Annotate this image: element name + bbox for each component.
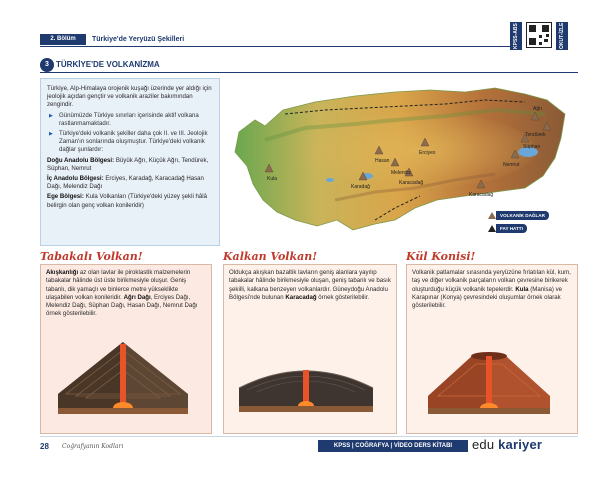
qr-code-icon[interactable] [526, 22, 552, 48]
page-header [0, 0, 600, 50]
region-text: Büyük Ağrı, Küçük Ağrı, Tendürek, Süphan, Nemrut [47, 156, 209, 172]
header-rule [40, 46, 510, 47]
map-label: Melendiz [391, 170, 412, 176]
intro-panel [40, 78, 220, 246]
region-item [47, 157, 213, 173]
region-name: Doğu Anadolu Bölgesi: [47, 156, 115, 164]
section-title: TÜRKİYE'DE VOLKANİZMA [56, 60, 160, 69]
map-label: Süphan [523, 144, 541, 150]
section-rule [40, 72, 578, 73]
region-name: Ege Bölgesi: [47, 193, 84, 201]
volcano-icon [488, 212, 496, 219]
legend-item [488, 211, 568, 221]
side-tab-right: OKUT-İZLE [556, 22, 568, 50]
side-tab-left: KPSS-ABS [510, 22, 522, 50]
shield-volcano-card [223, 250, 397, 434]
map-label: Karacadağ [399, 180, 424, 186]
card-title: Kalkan Volkan! [223, 250, 318, 263]
map-label: Karadağ [351, 184, 370, 190]
map-label: Karacadağ [469, 192, 494, 198]
card-text: Oldukça akışkan bazaltik lavların geniş alanlara yayılıp tabakalar hâlinde birikmesiyle oluşan, geniş tabanlı ve basık şekilli, kalkana benzeyen volkanlardır. Güneydoğu Anadolu Bölgesi'nde bulunan Karacadağ örnek gösterilebilir. [229, 269, 391, 301]
intro-paragraph: Türkiye, Alp-Himalaya orojenik kuşağı üzerinde yer aldığı için jeolojik açıdan gençtir ve volkanik araziler bakımından zengindir. [47, 85, 212, 109]
map-legend [488, 211, 568, 237]
intro-bullet: ▶ Günümüzde Türkiye sınırları içerisinde aktif volkana rastlanmamaktadır. [47, 112, 213, 128]
map-label: Ağrı [533, 106, 543, 112]
stratovolcano-illustration [48, 334, 198, 422]
fault-icon [488, 225, 496, 232]
shield-volcano-illustration [231, 334, 381, 422]
card-title: Kül Konisi! [406, 250, 476, 263]
card-title: Tabakalı Volkan! [40, 250, 143, 263]
region-name: İç Anadolu Bölgesi: [47, 175, 104, 183]
book-title-bar: KPSS | COĞRAFYA | VİDEO DERS KİTABI [318, 440, 468, 452]
region-item [47, 193, 213, 209]
chapter-badge: 2. Bölüm [40, 34, 86, 45]
card-text: Volkanik patlamalar sırasında yeryüzüne fırlatılan kül, kum, taş ve diğer volkanik parçaların volkan çevresine birikerek oluşturduğu küçük volkanik tepelerdir. Kula (Manisa) ve Karapınar (Konya) çevresindeki oluşumlar örnek olarak gösterilebilir. [412, 269, 571, 310]
map-label: Tendürek [525, 132, 546, 138]
chapter-title: Türkiye'de Yeryüzü Şekilleri [92, 36, 185, 43]
card-text: Akışkanlığı az olan lavlar ile piroklastik malzemelerin tabakalar hâlinde üst üste birikmesiyle oluşur. Geniş tabanlı, dik yamaçlı ve binlerce metre yükseklikte ulaşabilen volkan konileridir. Ağrı Dağı, Erciyes Dağı, Melendiz Dağı, Süphan Dağı, Hasan Dağı, Nemrut Dağı örnek gösterilebilir. [46, 269, 198, 318]
region-text: Kula Volkanları (Türkiye'deki yüzey şekli hâlâ belirgin olan genç volkan konileridir) [47, 193, 208, 209]
stratovolcano-card [40, 250, 212, 434]
map-label: Nemrut [503, 162, 520, 168]
region-item [47, 175, 213, 191]
cinder-cone-illustration [414, 334, 564, 422]
page-number: 28 [40, 442, 49, 451]
map-label: Kula [267, 176, 278, 182]
region-text: Erciyes, Karadağ, Karacadağ Hasan Dağı, Melendiz Dağı [47, 175, 204, 191]
legend-label: FAY HATTI [496, 224, 527, 233]
brand-logo: edu kariyer [472, 437, 543, 452]
footer-signature: Coğrafyanın Kodları [62, 443, 124, 450]
legend-label: VOLKANİK DAĞLAR [496, 211, 549, 220]
map-label: Hasan [375, 158, 390, 164]
section-number: 3 [40, 58, 54, 72]
legend-item [488, 224, 568, 234]
cinder-cone-card [406, 250, 578, 434]
intro-bullet: ▶ Türkiye'deki volkanik şekiller daha çok II. ve III. Jeolojik Zaman'ın sonlarında oluşmuştur. Türkiye'deki volkanik dağlar şunlardır: [47, 130, 213, 155]
map-label: Erciyes [419, 150, 436, 156]
